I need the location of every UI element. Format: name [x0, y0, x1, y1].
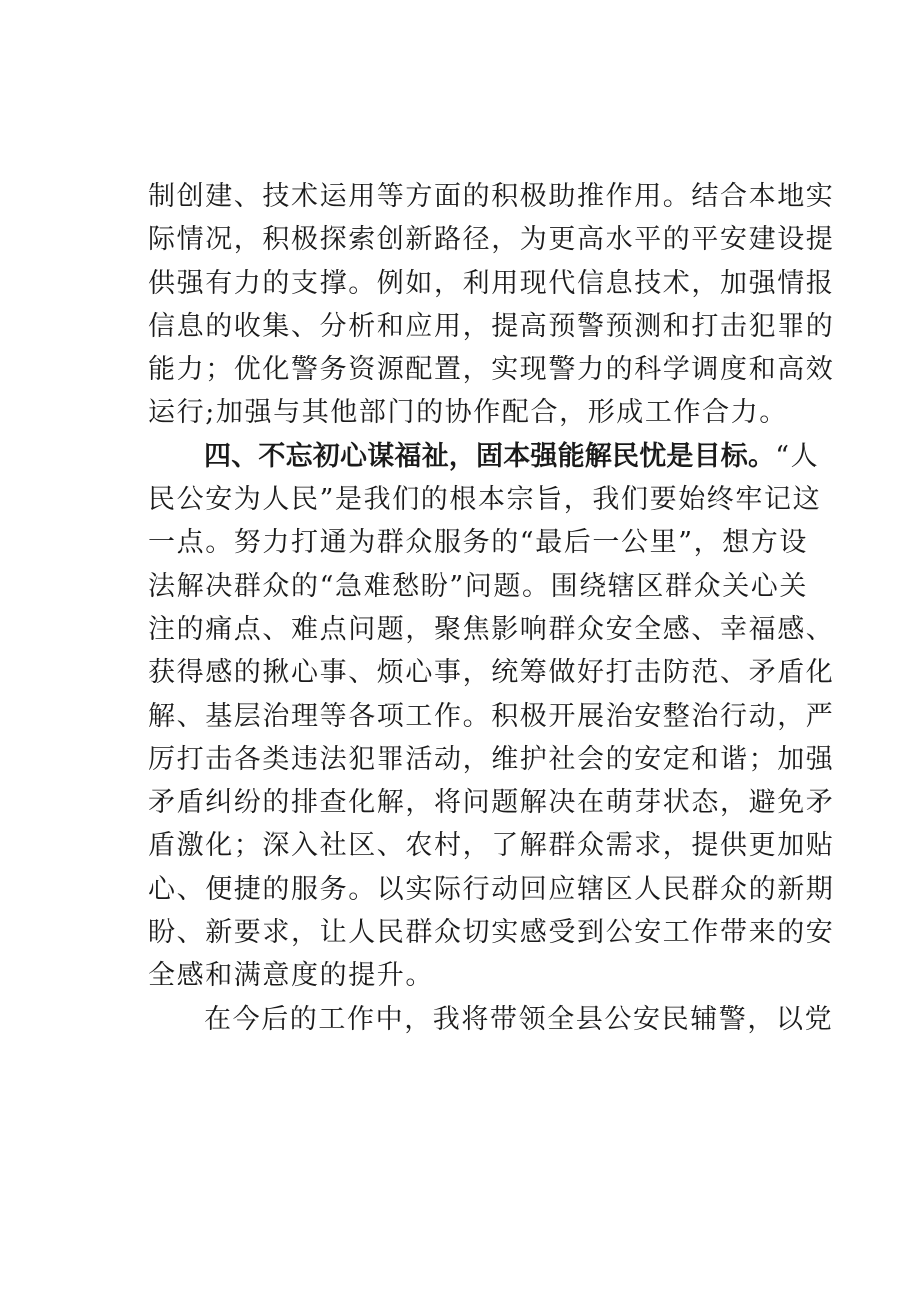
- document-body: [148, 175, 835, 1041]
- paragraph-section-four: [148, 435, 835, 998]
- text-line: 际情况，积极探索创新路径，为更高水平的平安建设提: [148, 224, 835, 256]
- text-line: 一点。努力打通为群众服务的“最后一公里”，想方设: [148, 527, 809, 559]
- text-line: 获得感的揪心事、烦心事，统筹做好打击防范、矛盾化: [148, 657, 835, 689]
- text-line: 运行;加强与其他部门的协作配合，形成工作合力。: [148, 397, 788, 429]
- text-line: 全感和满意度的提升。: [148, 960, 434, 992]
- text-line: 供强有力的支撑。例如，利用现代信息技术，加强情报: [148, 267, 835, 299]
- text-line: 法解决群众的“急难愁盼”问题。围绕辖区群众关心关: [148, 570, 809, 602]
- text-line: 厉打击各类违法犯罪活动，维护社会的安定和谐；加强: [148, 743, 835, 775]
- text-line: 能力；优化警务资源配置，实现警力的科学调度和高效: [148, 354, 835, 386]
- text-line: 心、便捷的服务。以实际行动回应辖区人民群众的新期: [148, 873, 835, 905]
- paragraph-closing: [148, 998, 834, 1041]
- heading-line-rest: “人: [775, 440, 820, 472]
- text-line: 盼、新要求，让人民群众切实感受到公安工作带来的安: [148, 917, 835, 949]
- text-line: 信息的收集、分析和应用，提高预警预测和打击犯罪的: [148, 310, 835, 342]
- paragraph-continued: [148, 175, 835, 435]
- text-line: 盾激化；深入社区、农村，了解群众需求，提供更加贴: [148, 830, 835, 862]
- text-line: 解、基层治理等各项工作。积极开展治安整治行动，严: [148, 700, 835, 732]
- text-line-first: [148, 435, 820, 478]
- section-heading: 四、不忘初心谋福祉，固本强能解民忧是目标。: [204, 440, 776, 472]
- text-line: 制创建、技术运用等方面的积极助推作用。结合本地实: [148, 181, 835, 212]
- text-line: 矛盾纠纷的排查化解，将问题解决在萌芽状态，避免矛: [148, 787, 835, 819]
- text-line-first: 在今后的工作中，我将带领全县公安民辅警，以党: [204, 1003, 834, 1035]
- text-line: 注的痛点、难点问题，聚焦影响群众安全感、幸福感、: [148, 613, 835, 645]
- text-line: 民公安为人民”是我们的根本宗旨，我们要始终牢记这: [148, 484, 822, 516]
